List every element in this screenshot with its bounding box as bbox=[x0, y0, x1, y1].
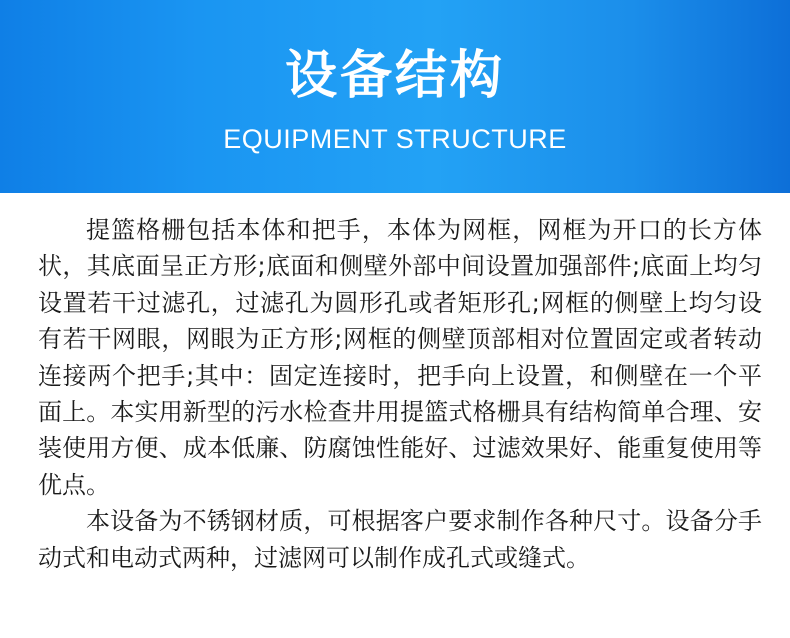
header-banner bbox=[0, 0, 790, 193]
description-paragraph-2: 本设备为不锈钢材质，可根据客户要求制作各种尺寸。设备分手动式和电动式两种，过滤网可以制作成孔式或缝式。 bbox=[38, 507, 762, 572]
page-subtitle: EQUIPMENT STRUCTURE bbox=[223, 124, 567, 154]
description-body bbox=[38, 212, 762, 576]
page-title: 设备结构 bbox=[284, 46, 505, 106]
description-paragraph-1: 提篮格栅包括本体和把手，本体为网框，网框为开口的长方体状，其底面呈正方形;底面和侧壁外部中间设置加强部件;底面上均匀设置若干过滤孔，过滤孔为圆形孔或者矩形孔;网框的侧壁上均匀设有若干网眼，网眼为正方形;网框的侧壁顶部相对位置固定或者转动连接两个把手;其中：固定连接时，把手向上设置，和侧壁在一个平面上。本实用新型的污水检查井用提篮式格栅具有结构简单合理、安装使用方便、成本低廉、防腐蚀性能好、过滤效果好、能重复使用等优点。 bbox=[38, 216, 762, 499]
